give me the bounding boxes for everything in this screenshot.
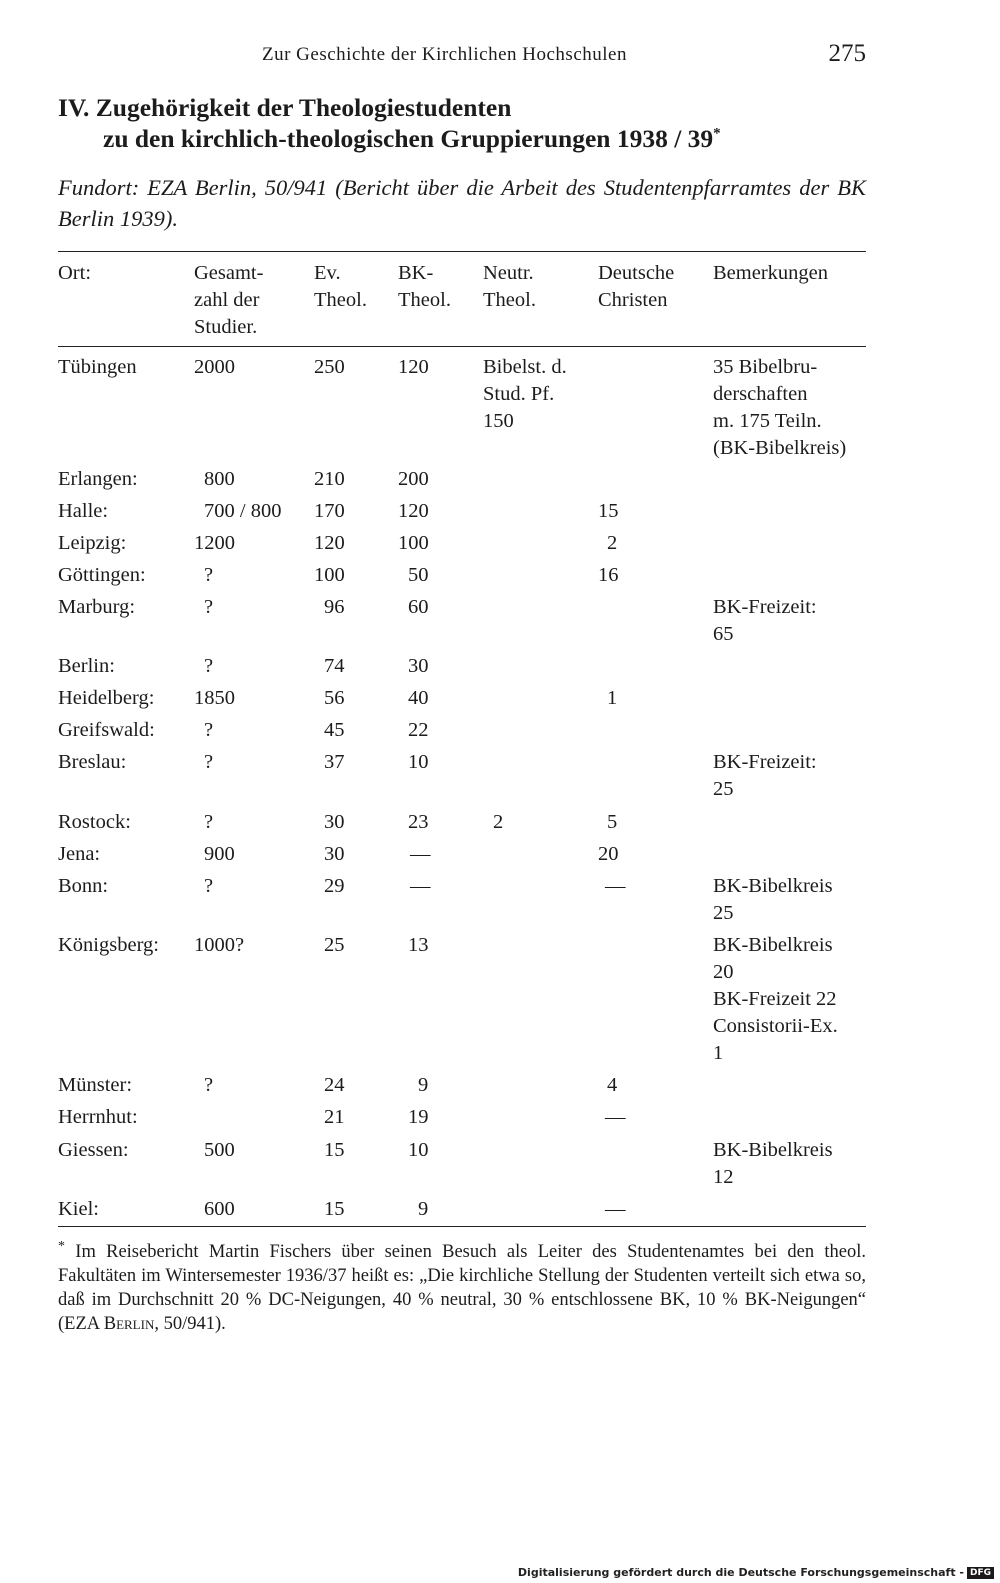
cell-deutsche-christen: 5 [607, 811, 618, 833]
cell-deutsche-christen: 4 [607, 1074, 618, 1096]
credit-text: Digitalisierung gefördert durch die Deutsche Forschungsgemeinschaft - [517, 1566, 964, 1579]
cell-neutr-theol: Bibelst. d. Stud. Pf. 150 [483, 356, 567, 432]
cell-ev-theol: 25 [324, 934, 345, 956]
cell-ev-theol: 15 [324, 1198, 345, 1220]
cell-bemerkungen: BK-Bibelkreis 20 BK-Freizeit 22 Consistorii-Ex. 1 [713, 934, 838, 1064]
cell-bk-theol: 19 [408, 1106, 429, 1128]
cell-deutsche-christen: — [605, 1106, 626, 1128]
cell-ort: Breslau: [58, 751, 127, 773]
cell-gesamtzahl: 800 [204, 468, 235, 490]
cell-ort: Rostock: [58, 811, 131, 833]
cell-bk-theol: 10 [408, 751, 429, 773]
cell-bk-theol: 120 [398, 500, 429, 522]
cell-gesamtzahl: ? [204, 875, 214, 897]
cell-bk-theol: 9 [418, 1074, 429, 1096]
cell-ort: Marburg: [58, 596, 136, 618]
cell-bemerkungen: BK-Bibelkreis 12 [713, 1139, 833, 1188]
cell-gesamtzahl: ? [204, 1074, 214, 1096]
header-deutsche-christen: Deutsche Christen [598, 262, 675, 311]
footnote-marker: * [713, 125, 721, 142]
cell-ev-theol: 45 [324, 719, 345, 741]
cell-gesamtzahl: ? [204, 564, 214, 586]
cell-bk-theol: 200 [398, 468, 429, 490]
table-header-rule [58, 346, 866, 347]
cell-bk-theol: 13 [408, 934, 429, 956]
cell-gesamtzahl: ? [204, 751, 214, 773]
header-gesamtzahl: Gesamt- zahl der Studier. [194, 262, 264, 338]
header-ort: Ort: [58, 262, 92, 284]
footnote-text-end: , 50/941). [154, 1314, 226, 1334]
cell-ort: Tübingen [58, 356, 137, 378]
cell-ev-theol: 56 [324, 687, 345, 709]
cell-ev-theol: 96 [324, 596, 345, 618]
cell-ort: Halle: [58, 500, 109, 522]
cell-bemerkungen: BK-Freizeit: 25 [713, 751, 817, 800]
page-number: 275 [828, 40, 866, 67]
footnote-marker: * [58, 1238, 65, 1254]
cell-ort: Göttingen: [58, 564, 146, 586]
cell-gesamtzahl: ? [204, 596, 214, 618]
cell-gesamtzahl: ? [204, 655, 214, 677]
section-title-line-2-text: zu den kirchlich-theologischen Gruppierungen 1938 / 39 [103, 124, 714, 153]
cell-ev-theol: 250 [314, 356, 345, 378]
cell-ev-theol: 37 [324, 751, 345, 773]
cell-ev-theol: 30 [324, 811, 345, 833]
cell-ev-theol: 100 [314, 564, 345, 586]
cell-gesamtzahl: 900 [204, 843, 235, 865]
cell-gesamtzahl: 1850 [194, 687, 235, 709]
cell-deutsche-christen: 1 [607, 687, 618, 709]
cell-deutsche-christen: 20 [598, 843, 619, 865]
cell-ort: Bonn: [58, 875, 109, 897]
header-bk-theol: BK- Theol. [398, 262, 451, 311]
cell-gesamtzahl: 600 [204, 1198, 235, 1220]
cell-ev-theol: 74 [324, 655, 345, 677]
cell-deutsche-christen: 16 [598, 564, 619, 586]
cell-ort: Heidelberg: [58, 687, 155, 709]
cell-ev-theol: 15 [324, 1139, 345, 1161]
section-title-line-2 [58, 123, 878, 154]
footnote [58, 1240, 866, 1336]
cell-ev-theol: 29 [324, 875, 345, 897]
cell-bk-theol: 9 [418, 1198, 429, 1220]
table-top-rule [58, 251, 866, 252]
cell-gesamtzahl: 700 / 800 [204, 500, 282, 522]
header-neutr-theol: Neutr. Theol. [483, 262, 536, 311]
cell-gesamtzahl: ? [204, 719, 214, 741]
cell-ort: Herrnhut: [58, 1106, 138, 1128]
cell-bemerkungen: 35 Bibelbru- derschaften m. 175 Teiln. (BK-Bibelkreis) [713, 356, 847, 459]
cell-bk-theol: 50 [408, 564, 429, 586]
cell-bk-theol: 60 [408, 596, 429, 618]
cell-ev-theol: 210 [314, 468, 345, 490]
cell-deutsche-christen: — [605, 875, 626, 897]
cell-deutsche-christen: 2 [607, 532, 618, 554]
cell-ort: Leipzig: [58, 532, 127, 554]
cell-gesamtzahl: 500 [204, 1139, 235, 1161]
footnote-archive-name: Berlin [103, 1314, 155, 1334]
cell-bemerkungen: BK-Freizeit: 65 [713, 596, 817, 645]
cell-ort: Berlin: [58, 655, 115, 677]
section-title-line-1: IV. Zugehörigkeit der Theologiestudenten [58, 93, 512, 122]
cell-ev-theol: 120 [314, 532, 345, 554]
cell-gesamtzahl: 1000? [194, 934, 245, 956]
cell-ort: Greifswald: [58, 719, 155, 741]
cell-bk-theol: 10 [408, 1139, 429, 1161]
section-title [58, 92, 878, 154]
cell-bk-theol: 23 [408, 811, 429, 833]
cell-ort: Münster: [58, 1074, 133, 1096]
cell-gesamtzahl: 1200 [194, 532, 235, 554]
cell-bemerkungen: BK-Bibelkreis 25 [713, 875, 833, 924]
cell-neutr-theol: 2 [493, 811, 504, 833]
cell-ev-theol: 21 [324, 1106, 345, 1128]
cell-deutsche-christen: — [605, 1198, 626, 1220]
running-head: Zur Geschichte der Kirchlichen Hochschulen [262, 44, 627, 65]
digitization-credit [518, 1566, 994, 1579]
header-ev-theol: Ev. Theol. [314, 262, 367, 311]
cell-gesamtzahl: ? [204, 811, 214, 833]
cell-ort: Königsberg: [58, 934, 159, 956]
cell-bk-theol: 30 [408, 655, 429, 677]
cell-ev-theol: 170 [314, 500, 345, 522]
cell-ev-theol: 24 [324, 1074, 345, 1096]
table-bottom-rule [58, 1226, 866, 1227]
dfg-logo-icon: DFG [967, 1567, 994, 1579]
header-bemerkungen: Bemerkungen [713, 262, 828, 284]
cell-deutsche-christen: 15 [598, 500, 619, 522]
cell-bk-theol: — [410, 875, 431, 897]
cell-ort: Erlangen: [58, 468, 138, 490]
cell-bk-theol: 40 [408, 687, 429, 709]
cell-bk-theol: — [410, 843, 431, 865]
cell-ort: Giessen: [58, 1139, 129, 1161]
cell-bk-theol: 22 [408, 719, 429, 741]
footnote-text: Im Reisebericht Martin Fischers über seinen Besuch als Leiter des Studentenamtes bei den theol. Fakultäten im Wintersemester 1936/37 heißt es: „Die kirchliche Stellung der Studenten verteilt sich etwa so, daß im Durchschnitt 20 % DC-Neigungen, 40 % neutral, 30 % entschlossene BK, 10 % BK-Neigungen“ (EZA [58, 1242, 866, 1334]
cell-ort: Kiel: [58, 1198, 99, 1220]
source-note: Fundort: EZA Berlin, 50/941 (Bericht über die Arbeit des Studentenpfarramtes der BK Berlin 1939). [58, 175, 866, 231]
cell-ort: Jena: [58, 843, 101, 865]
cell-bk-theol: 120 [398, 356, 429, 378]
cell-gesamtzahl: 2000 [194, 356, 235, 378]
cell-ev-theol: 30 [324, 843, 345, 865]
cell-bk-theol: 100 [398, 532, 429, 554]
